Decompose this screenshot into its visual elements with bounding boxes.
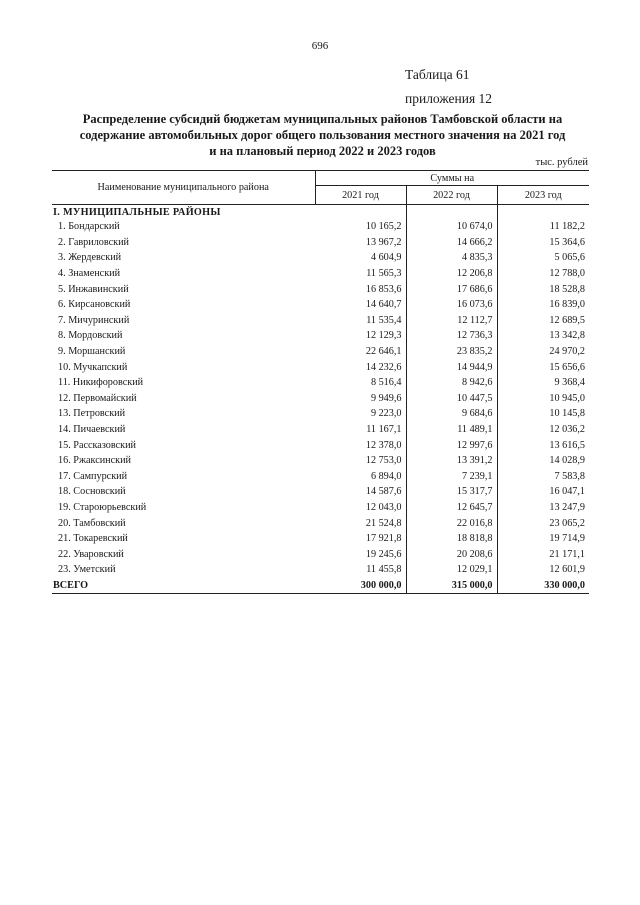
district-name: 5. Инжавинский xyxy=(58,283,129,295)
table-row xyxy=(52,375,589,391)
amount-cell: 19 245,6 xyxy=(315,546,406,562)
amount-cell: 8 942,6 xyxy=(406,375,497,391)
total-label: ВСЕГО xyxy=(52,578,315,594)
amount-cell: 12 689,5 xyxy=(549,314,586,326)
amount-cell: 10 945,0 xyxy=(549,392,586,404)
district-name: 14. Пичаевский xyxy=(58,424,126,436)
amount-cell: 12 378,0 xyxy=(315,437,406,453)
amount-cell: 15 317,7 xyxy=(406,484,497,500)
district-name: 22. Уваровский xyxy=(58,548,124,560)
column-header-year: 2023 год xyxy=(497,186,589,205)
section-title: I. МУНИЦИПАЛЬНЫЕ РАЙОНЫ xyxy=(53,206,221,218)
amount-cell: 4 604,9 xyxy=(315,250,406,266)
amount-cell: 7 239,1 xyxy=(406,469,497,485)
table-row xyxy=(52,391,589,407)
district-name: 18. Сосновский xyxy=(58,486,126,498)
table-row xyxy=(52,235,589,251)
table-row xyxy=(52,313,589,329)
total-row xyxy=(52,578,589,594)
amount-cell: 10 674,0 xyxy=(406,219,497,235)
amount-cell: 6 894,0 xyxy=(315,469,406,485)
district-name: 10. Мучкапский xyxy=(58,361,128,373)
district-name: 17. Сампурский xyxy=(58,470,128,482)
amount-cell: 7 583,8 xyxy=(554,470,586,482)
amount-cell: 12 129,3 xyxy=(315,328,406,344)
table-row xyxy=(52,531,589,547)
subsidy-table xyxy=(52,170,589,594)
units-label: тыс. рублей xyxy=(535,157,588,168)
amount-cell: 14 028,9 xyxy=(549,455,586,467)
table-row xyxy=(52,359,589,375)
amount-cell: 14 640,7 xyxy=(315,297,406,313)
amount-cell: 22 646,1 xyxy=(315,344,406,360)
amount-cell: 9 223,0 xyxy=(315,406,406,422)
title-line: Распределение субсидий бюджетам муниципальных районов Тамбовской области на xyxy=(82,112,563,126)
amount-cell: 8 516,4 xyxy=(315,375,406,391)
amount-cell: 12 601,9 xyxy=(549,564,586,576)
district-name: 4. Знаменский xyxy=(58,268,121,280)
amount-cell: 11 182,2 xyxy=(549,221,586,233)
district-name: 12. Первомайский xyxy=(58,392,137,404)
district-name: 23. Уметский xyxy=(58,564,116,576)
amount-cell: 12 645,7 xyxy=(406,500,497,516)
district-name: 21. Токаревский xyxy=(58,533,128,545)
district-name: 1. Бондарский xyxy=(58,221,120,233)
amount-cell: 21 524,8 xyxy=(315,515,406,531)
amount-cell: 21 171,1 xyxy=(549,548,586,560)
column-header-sums: Суммы на xyxy=(315,171,589,186)
amount-cell: 11 535,4 xyxy=(315,313,406,329)
amount-cell: 4 835,3 xyxy=(406,250,497,266)
district-name: 16. Ржаксинский xyxy=(58,455,132,467)
amount-cell: 13 391,2 xyxy=(406,453,497,469)
amount-cell: 10 145,8 xyxy=(549,408,586,420)
table-row xyxy=(52,328,589,344)
district-name: 20. Тамбовский xyxy=(58,517,126,529)
table-row xyxy=(52,546,589,562)
district-name: 3. Жердевский xyxy=(58,252,122,264)
amount-cell: 11 455,8 xyxy=(315,562,406,578)
amount-cell: 23 835,2 xyxy=(406,344,497,360)
amount-cell: 14 944,9 xyxy=(406,359,497,375)
appendix-label: приложения 12 xyxy=(405,91,493,106)
table-row xyxy=(52,500,589,516)
amount-cell: 16 853,6 xyxy=(315,281,406,297)
district-name: 8. Мордовский xyxy=(58,330,123,342)
district-name: 7. Мичуринский xyxy=(58,314,130,326)
table-row xyxy=(52,250,589,266)
total-amount: 330 000,0 xyxy=(497,578,589,594)
amount-cell: 12 997,6 xyxy=(406,437,497,453)
column-header-year: 2022 год xyxy=(406,186,497,205)
district-name: 13. Петровский xyxy=(58,408,126,420)
table-row xyxy=(52,437,589,453)
amount-cell: 5 065,6 xyxy=(554,252,586,264)
column-header-year: 2021 год xyxy=(315,186,406,205)
amount-cell: 14 587,6 xyxy=(315,484,406,500)
amount-cell: 17 686,6 xyxy=(406,281,497,297)
amount-cell: 17 921,8 xyxy=(315,531,406,547)
table-row xyxy=(52,453,589,469)
amount-cell: 9 684,6 xyxy=(406,406,497,422)
total-amount: 300 000,0 xyxy=(315,578,406,594)
amount-cell: 15 364,6 xyxy=(549,236,586,248)
section-row xyxy=(52,205,589,220)
district-name: 11. Никифоровский xyxy=(58,377,144,389)
table-row xyxy=(52,406,589,422)
district-name: 9. Моршанский xyxy=(58,346,126,358)
table-body xyxy=(52,205,589,594)
title-line: содержание автомобильных дорог общего пользования местного значения на 2021 год xyxy=(79,128,566,142)
amount-cell: 14 666,2 xyxy=(406,235,497,251)
amount-cell: 11 167,1 xyxy=(315,422,406,438)
table-row xyxy=(52,515,589,531)
amount-cell: 13 247,9 xyxy=(549,501,586,513)
amount-cell: 22 016,8 xyxy=(406,515,497,531)
amount-cell: 12 043,0 xyxy=(315,500,406,516)
table-row xyxy=(52,484,589,500)
amount-cell: 15 656,6 xyxy=(549,361,586,373)
amount-cell: 12 112,7 xyxy=(406,313,497,329)
table-row xyxy=(52,422,589,438)
amount-cell: 18 818,8 xyxy=(406,531,497,547)
total-amount: 315 000,0 xyxy=(406,578,497,594)
title-line: и на плановый период 2022 и 2023 годов xyxy=(209,144,436,158)
amount-cell: 11 489,1 xyxy=(406,422,497,438)
district-name: 6. Кирсановский xyxy=(58,299,131,311)
column-header-district: Наименование муниципального района xyxy=(52,171,315,205)
amount-cell: 12 029,1 xyxy=(406,562,497,578)
amount-cell: 23 065,2 xyxy=(549,517,586,529)
amount-cell: 16 073,6 xyxy=(406,297,497,313)
table-row xyxy=(52,281,589,297)
table-label: Таблица 61 xyxy=(405,67,470,82)
amount-cell: 16 839,0 xyxy=(549,299,586,311)
amount-cell: 10 447,5 xyxy=(406,391,497,407)
amount-cell: 18 528,8 xyxy=(549,283,586,295)
table-row xyxy=(52,219,589,235)
amount-cell: 13 967,2 xyxy=(315,235,406,251)
table-row xyxy=(52,297,589,313)
amount-cell: 9 949,6 xyxy=(315,391,406,407)
amount-cell: 12 736,3 xyxy=(406,328,497,344)
table-row xyxy=(52,562,589,578)
amount-cell: 20 208,6 xyxy=(406,546,497,562)
table-row xyxy=(52,469,589,485)
page-number: 696 xyxy=(311,40,329,52)
amount-cell: 12 788,0 xyxy=(549,268,586,280)
amount-cell: 11 565,3 xyxy=(315,266,406,282)
table-row xyxy=(52,344,589,360)
amount-cell: 9 368,4 xyxy=(554,377,586,389)
amount-cell: 10 165,2 xyxy=(315,219,406,235)
amount-cell: 14 232,6 xyxy=(315,359,406,375)
amount-cell: 13 616,5 xyxy=(549,439,586,451)
amount-cell: 12 753,0 xyxy=(315,453,406,469)
document-title xyxy=(55,111,590,159)
district-name: 19. Староюрьевский xyxy=(58,501,147,513)
amount-cell: 12 036,2 xyxy=(549,424,586,436)
district-name: 2. Гавриловский xyxy=(58,236,130,248)
amount-cell: 12 206,8 xyxy=(406,266,497,282)
amount-cell: 19 714,9 xyxy=(549,533,586,545)
district-name: 15. Рассказовский xyxy=(58,439,137,451)
amount-cell: 16 047,1 xyxy=(549,486,586,498)
amount-cell: 13 342,8 xyxy=(549,330,586,342)
table-row xyxy=(52,266,589,282)
amount-cell: 24 970,2 xyxy=(549,346,586,358)
